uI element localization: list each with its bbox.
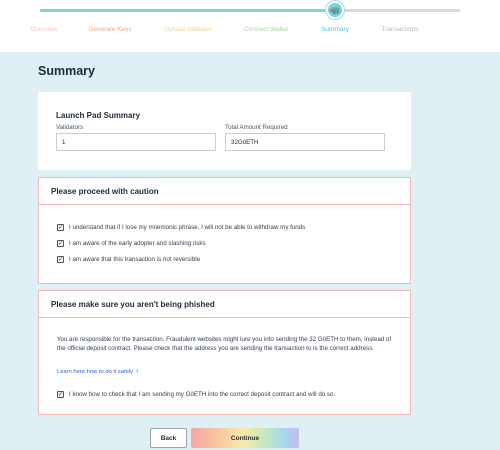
phishing-warning-text: You are responsible for the transaction. Fraudulent websites might lure you into sending the 32 GöETH to them, instead of the official deposit contract. Please check that the address you are sending the transaction to is the correct address. [57, 336, 392, 353]
caution-item-label: I understand that if I lose my mnemonic phrase, I will not be able to withdraw my funds [69, 224, 306, 231]
caution-card [38, 177, 411, 284]
caution-check-row[interactable] [57, 240, 206, 247]
checkbox-checked-icon[interactable]: ✓ [57, 224, 64, 231]
step-summary[interactable]: Summary [321, 26, 349, 33]
checkbox-checked-icon[interactable]: ✓ [57, 256, 64, 263]
learn-safely-link-label[interactable]: Learn here how to do it safely [57, 368, 134, 375]
caution-item-label: I am aware of the early adopter and slashing risks [69, 240, 206, 247]
chevron-right-icon: › [136, 368, 139, 375]
back-button[interactable]: Back [150, 428, 187, 448]
checkbox-checked-icon[interactable]: ✓ [57, 240, 64, 247]
validators-label: Validators [56, 124, 84, 131]
main-content [0, 52, 500, 450]
current-step-marker [326, 1, 344, 19]
rhino-icon: 🦏 [329, 4, 341, 15]
progress-track-fill [40, 9, 338, 12]
summary-card-title: Launch Pad Summary [56, 111, 141, 120]
continue-button[interactable]: Continue [191, 428, 299, 448]
phishing-check-row[interactable] [57, 391, 335, 398]
step-connect-wallet[interactable]: Connect Wallet [244, 26, 288, 33]
caution-item-label: I am aware that this transaction is not reversible [69, 256, 201, 263]
caution-check-row[interactable] [57, 256, 200, 263]
progress-stepper [0, 0, 500, 52]
page-title: Summary [38, 64, 95, 78]
total-amount-label: Total Amount Required [225, 124, 288, 131]
step-overview[interactable]: Overview [30, 26, 58, 33]
validators-field: 1 [56, 133, 216, 151]
phishing-warning-card [38, 290, 411, 415]
progress-track [40, 9, 460, 12]
phishing-confirm-label: I know how to check that I am sending my GöETH into the correct deposit contract and will do so. [69, 391, 336, 398]
caution-card-title: Please proceed with caution [39, 178, 410, 205]
learn-safely-link[interactable] [57, 368, 138, 375]
checkbox-checked-icon[interactable]: ✓ [57, 391, 64, 398]
step-upload-validator[interactable]: Upload Validator [164, 26, 212, 33]
step-generate-keys[interactable]: Generate Keys [88, 26, 132, 33]
phishing-card-title: Please make sure you aren't being phished [39, 291, 410, 318]
launchpad-summary-card [38, 92, 411, 170]
total-amount-field: 32GöETH [225, 133, 385, 151]
step-transactions[interactable]: Transactions [381, 26, 419, 33]
caution-check-row[interactable] [57, 224, 305, 231]
